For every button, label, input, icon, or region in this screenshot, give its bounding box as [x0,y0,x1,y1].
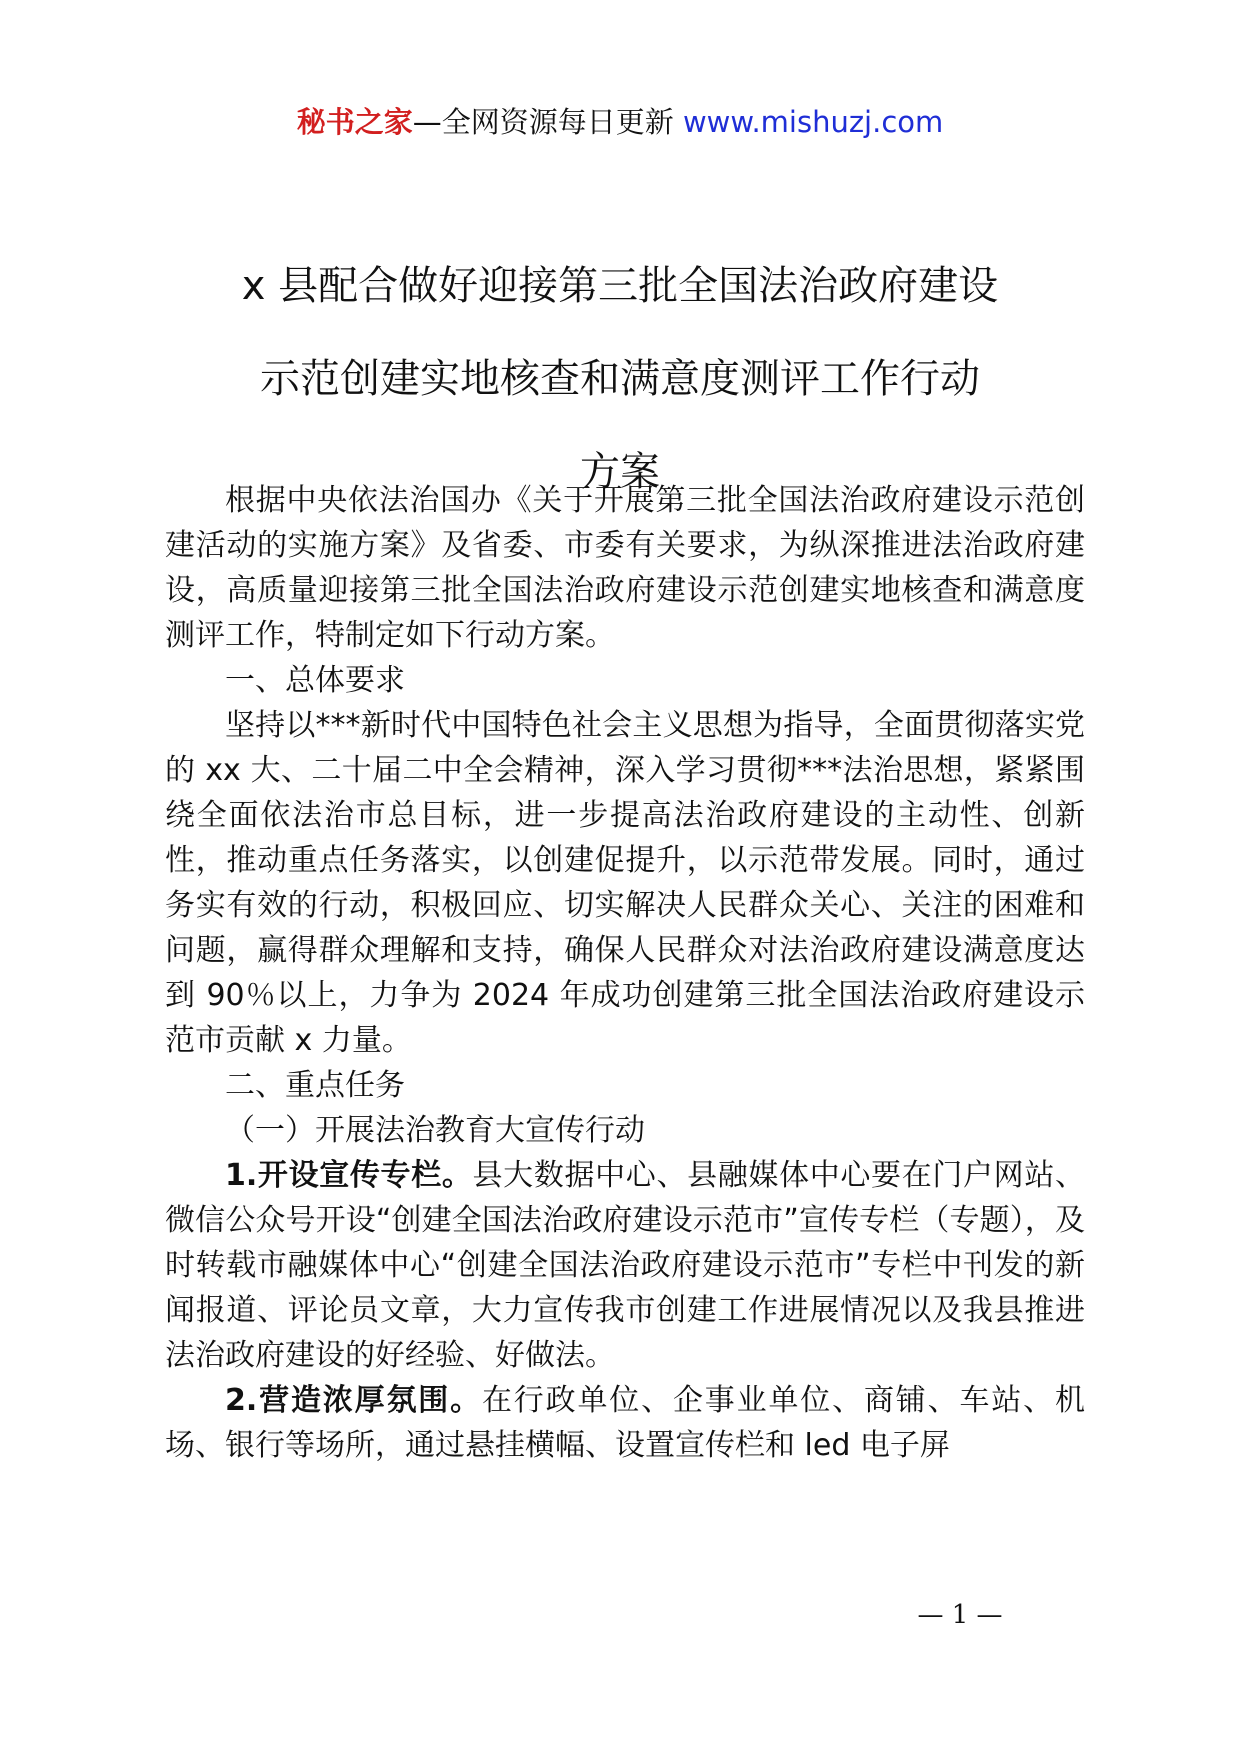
page-number: — 1 — [917,1600,1003,1630]
task-item-2-text: 在行政单位、企事业单位、商铺、车站、机场、银行等场所，通过悬挂横幅、设置宣传栏和 led 电子屏 [165,1383,1085,1463]
section-heading-key-tasks: 二、重点任务 [225,1068,405,1103]
general-requirements-paragraph: 坚持以***新时代中国特色社会主义思想为指导，全面贯彻落实党的 xx 大、二十届二中全会精神，深入学习贯彻***法治思想，紧紧围绕全面依法治市总目标，进一步提高法治政府建设的主动性、创新性，推动重点任务落实，以创建促提升，以示范带发展。同时，通过务实有效的行动，积极回应、切实解决人民群众关心、关注的困难和问题，赢得群众理解和支持，确保人民群众对法治政府建设满意度达到 90％以上，力争为 2024 年成功创建第三批全国法治政府建设示范市贡献 x 力量。 [165,708,1085,1058]
site-brand: 秘书之家 [296,105,413,139]
title-line-1: x 县配合做好迎接第三批全国法治政府建设 [241,263,999,309]
intro-paragraph: 根据中央依法治国办《关于开展第三批全国法治政府建设示范创建活动的实施方案》及省委、市委有关要求，为纵深推进法治政府建设，高质量迎接第三批全国法治政府建设示范创建实地核查和满意度测评工作，特制定如下行动方案。 [165,483,1085,653]
task-item-1 [165,1153,1085,1378]
subsection-heading-publicity: （一）开展法治教育大宣传行动 [225,1113,645,1148]
title-line-2: 示范创建实地核查和满意度测评工作行动 [260,356,980,402]
title-line-3: 方案 [580,449,660,495]
site-slogan: —全网资源每日更新 [412,105,674,139]
document-body [165,478,1085,1468]
site-header [0,100,1240,144]
task-item-1-title: 1.开设宣传专栏。 [225,1158,473,1193]
site-url[interactable]: www.mishuzj.com [682,105,944,139]
task-item-2-title: 2.营造浓厚氛围。 [225,1383,482,1418]
task-item-2 [165,1378,1085,1468]
section-heading-general-requirements: 一、总体要求 [225,663,405,698]
task-item-1-text: 县大数据中心、县融媒体中心要在门户网站、微信公众号开设“创建全国法治政府建设示范市”宣传专栏（专题），及时转载市融媒体中心“创建全国法治政府建设示范市”专栏中刊发的新闻报道、评论员文章，大力宣传我市创建工作进展情况以及我县推进法治政府建设的好经验、好做法。 [165,1158,1085,1373]
